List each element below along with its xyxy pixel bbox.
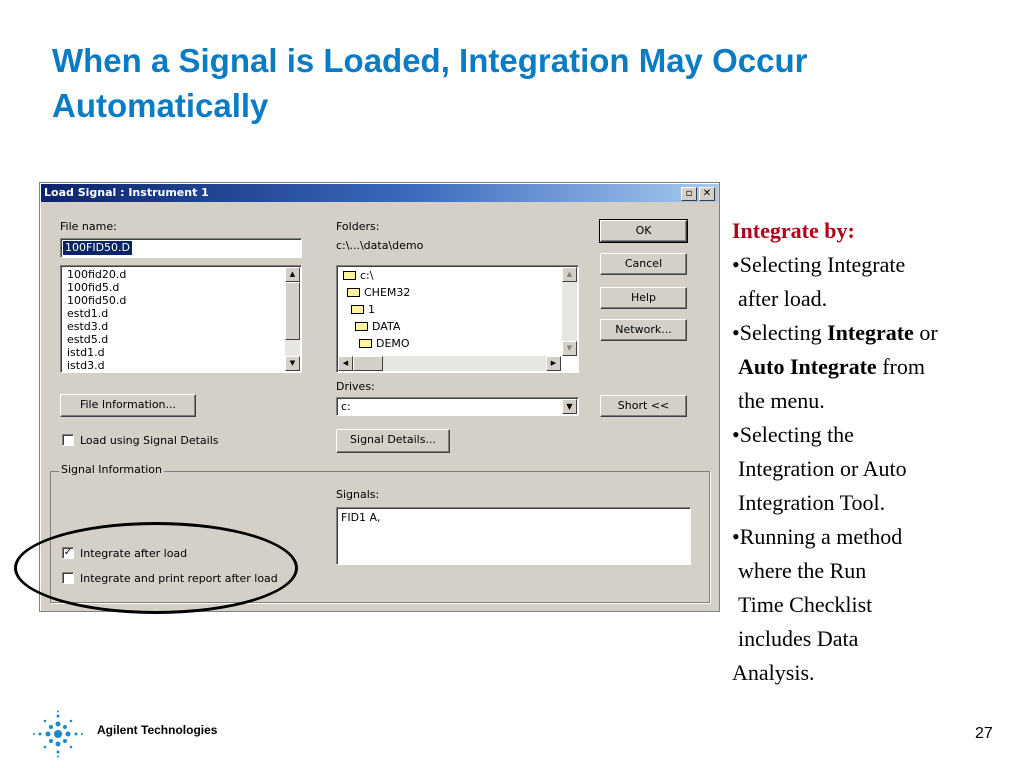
page-number: 27 [975,725,993,742]
bullet-4-line-1: •Running a method [732,524,903,549]
bullet-1-line-1: •Selecting Integrate [732,252,906,277]
folder-icon [343,271,356,280]
scroll-right-icon[interactable]: ▶ [546,356,561,371]
list-item[interactable]: istd1.d [67,346,105,359]
cancel-button[interactable]: Cancel [600,253,687,275]
notes-heading: Integrate by: [732,218,855,243]
folder-item[interactable]: DEMO [359,337,410,350]
network-button[interactable]: Network... [600,319,687,341]
signal-details-button[interactable]: Signal Details... [336,429,450,453]
folders-path: c:\...\data\demo [336,239,424,252]
signal-information-title: Signal Information [61,463,162,476]
slide-title [52,38,992,128]
signals-value: FID1 A, [341,511,381,524]
help-button[interactable]: Help [600,287,687,309]
slide-title-line2: Automatically [52,87,269,124]
file-list[interactable] [60,265,302,373]
list-item[interactable]: 100fid5.d [67,281,120,294]
folder-item[interactable]: c:\ [343,269,373,282]
folder-icon [351,305,364,314]
list-item[interactable]: estd3.d [67,320,109,333]
integrate-after-load-label: Integrate after load [80,547,188,560]
dialog-titlebar[interactable] [41,184,718,202]
maximize-icon[interactable]: ▫ [681,187,697,201]
bullet-4-line-3: Time Checklist [738,592,873,617]
bullet-3-line-2: Integration or Auto [738,456,907,481]
folder-tree[interactable] [336,265,579,373]
file-name-label: File name: [60,220,117,233]
bullet-3-line-1: •Selecting the [732,422,854,447]
bullet-2-line-3: the menu. [738,388,825,413]
list-item[interactable]: estd1.d [67,307,109,320]
scroll-down-icon[interactable]: ▼ [285,356,300,371]
scroll-thumb[interactable] [353,356,383,371]
file-list-scrollbar[interactable] [285,267,300,371]
scroll-down-icon[interactable]: ▼ [562,341,577,356]
dialog-title: Load Signal : Instrument 1 [44,186,209,199]
drives-label: Drives: [336,380,375,393]
list-item[interactable]: estd5.d [67,333,109,346]
list-item[interactable]: istd3.d [67,359,105,372]
ok-button[interactable]: OK [600,220,687,242]
bullet-1-line-2: after load. [738,286,828,311]
folder-icon [359,339,372,348]
folder-tree-vscrollbar[interactable] [562,267,577,356]
file-name-value: 100FID50.D [65,241,131,254]
signals-label: Signals: [336,488,380,501]
list-item[interactable]: 100fid50.d [67,294,127,307]
folder-icon [347,288,360,297]
file-information-button[interactable]: File Information... [60,394,196,417]
bullet-2-line-2: Auto Integrate from [738,354,925,379]
folder-item[interactable]: DATA [355,320,400,333]
highlight-ellipse [14,522,298,614]
short-button[interactable]: Short << [600,395,687,417]
load-using-signal-details-label: Load using Signal Details [80,434,219,447]
scroll-thumb[interactable] [285,282,300,340]
slide-title-line1: When a Signal is Loaded, Integration May Occur [52,42,808,79]
folders-label: Folders: [336,220,380,233]
drive-value: c: [341,400,351,413]
brand-name: Agilent Technologies [97,723,218,737]
scroll-up-icon[interactable]: ▲ [562,267,577,282]
chevron-down-icon[interactable]: ▼ [562,399,577,414]
agilent-spark-logo [32,710,84,758]
close-icon[interactable]: ✕ [699,187,715,201]
bullet-2-line-1: •Selecting Integrate or [732,320,938,345]
folder-item[interactable]: CHEM32 [347,286,410,299]
bullet-4-line-4: includes Data [738,626,859,651]
drives-combo[interactable] [336,397,579,416]
bullet-4-line-5: Analysis. [732,660,815,685]
folder-icon [355,322,368,331]
list-item[interactable]: 100fid20.d [67,268,127,281]
load-using-signal-details-checkbox[interactable] [62,434,74,446]
integrate-and-print-label: Integrate and print report after load [80,572,278,585]
folder-item[interactable]: 1 [351,303,375,316]
folder-tree-hscrollbar[interactable] [338,356,561,371]
bullet-3-line-3: Integration Tool. [738,490,886,515]
notes-panel [732,214,1012,690]
scroll-up-icon[interactable]: ▲ [285,267,300,282]
signals-box[interactable] [336,507,691,565]
scroll-left-icon[interactable]: ◀ [338,356,353,371]
file-name-input[interactable] [60,238,302,258]
bullet-4-line-2: where the Run [738,558,867,583]
checkmark-icon: ✓ [63,547,73,558]
